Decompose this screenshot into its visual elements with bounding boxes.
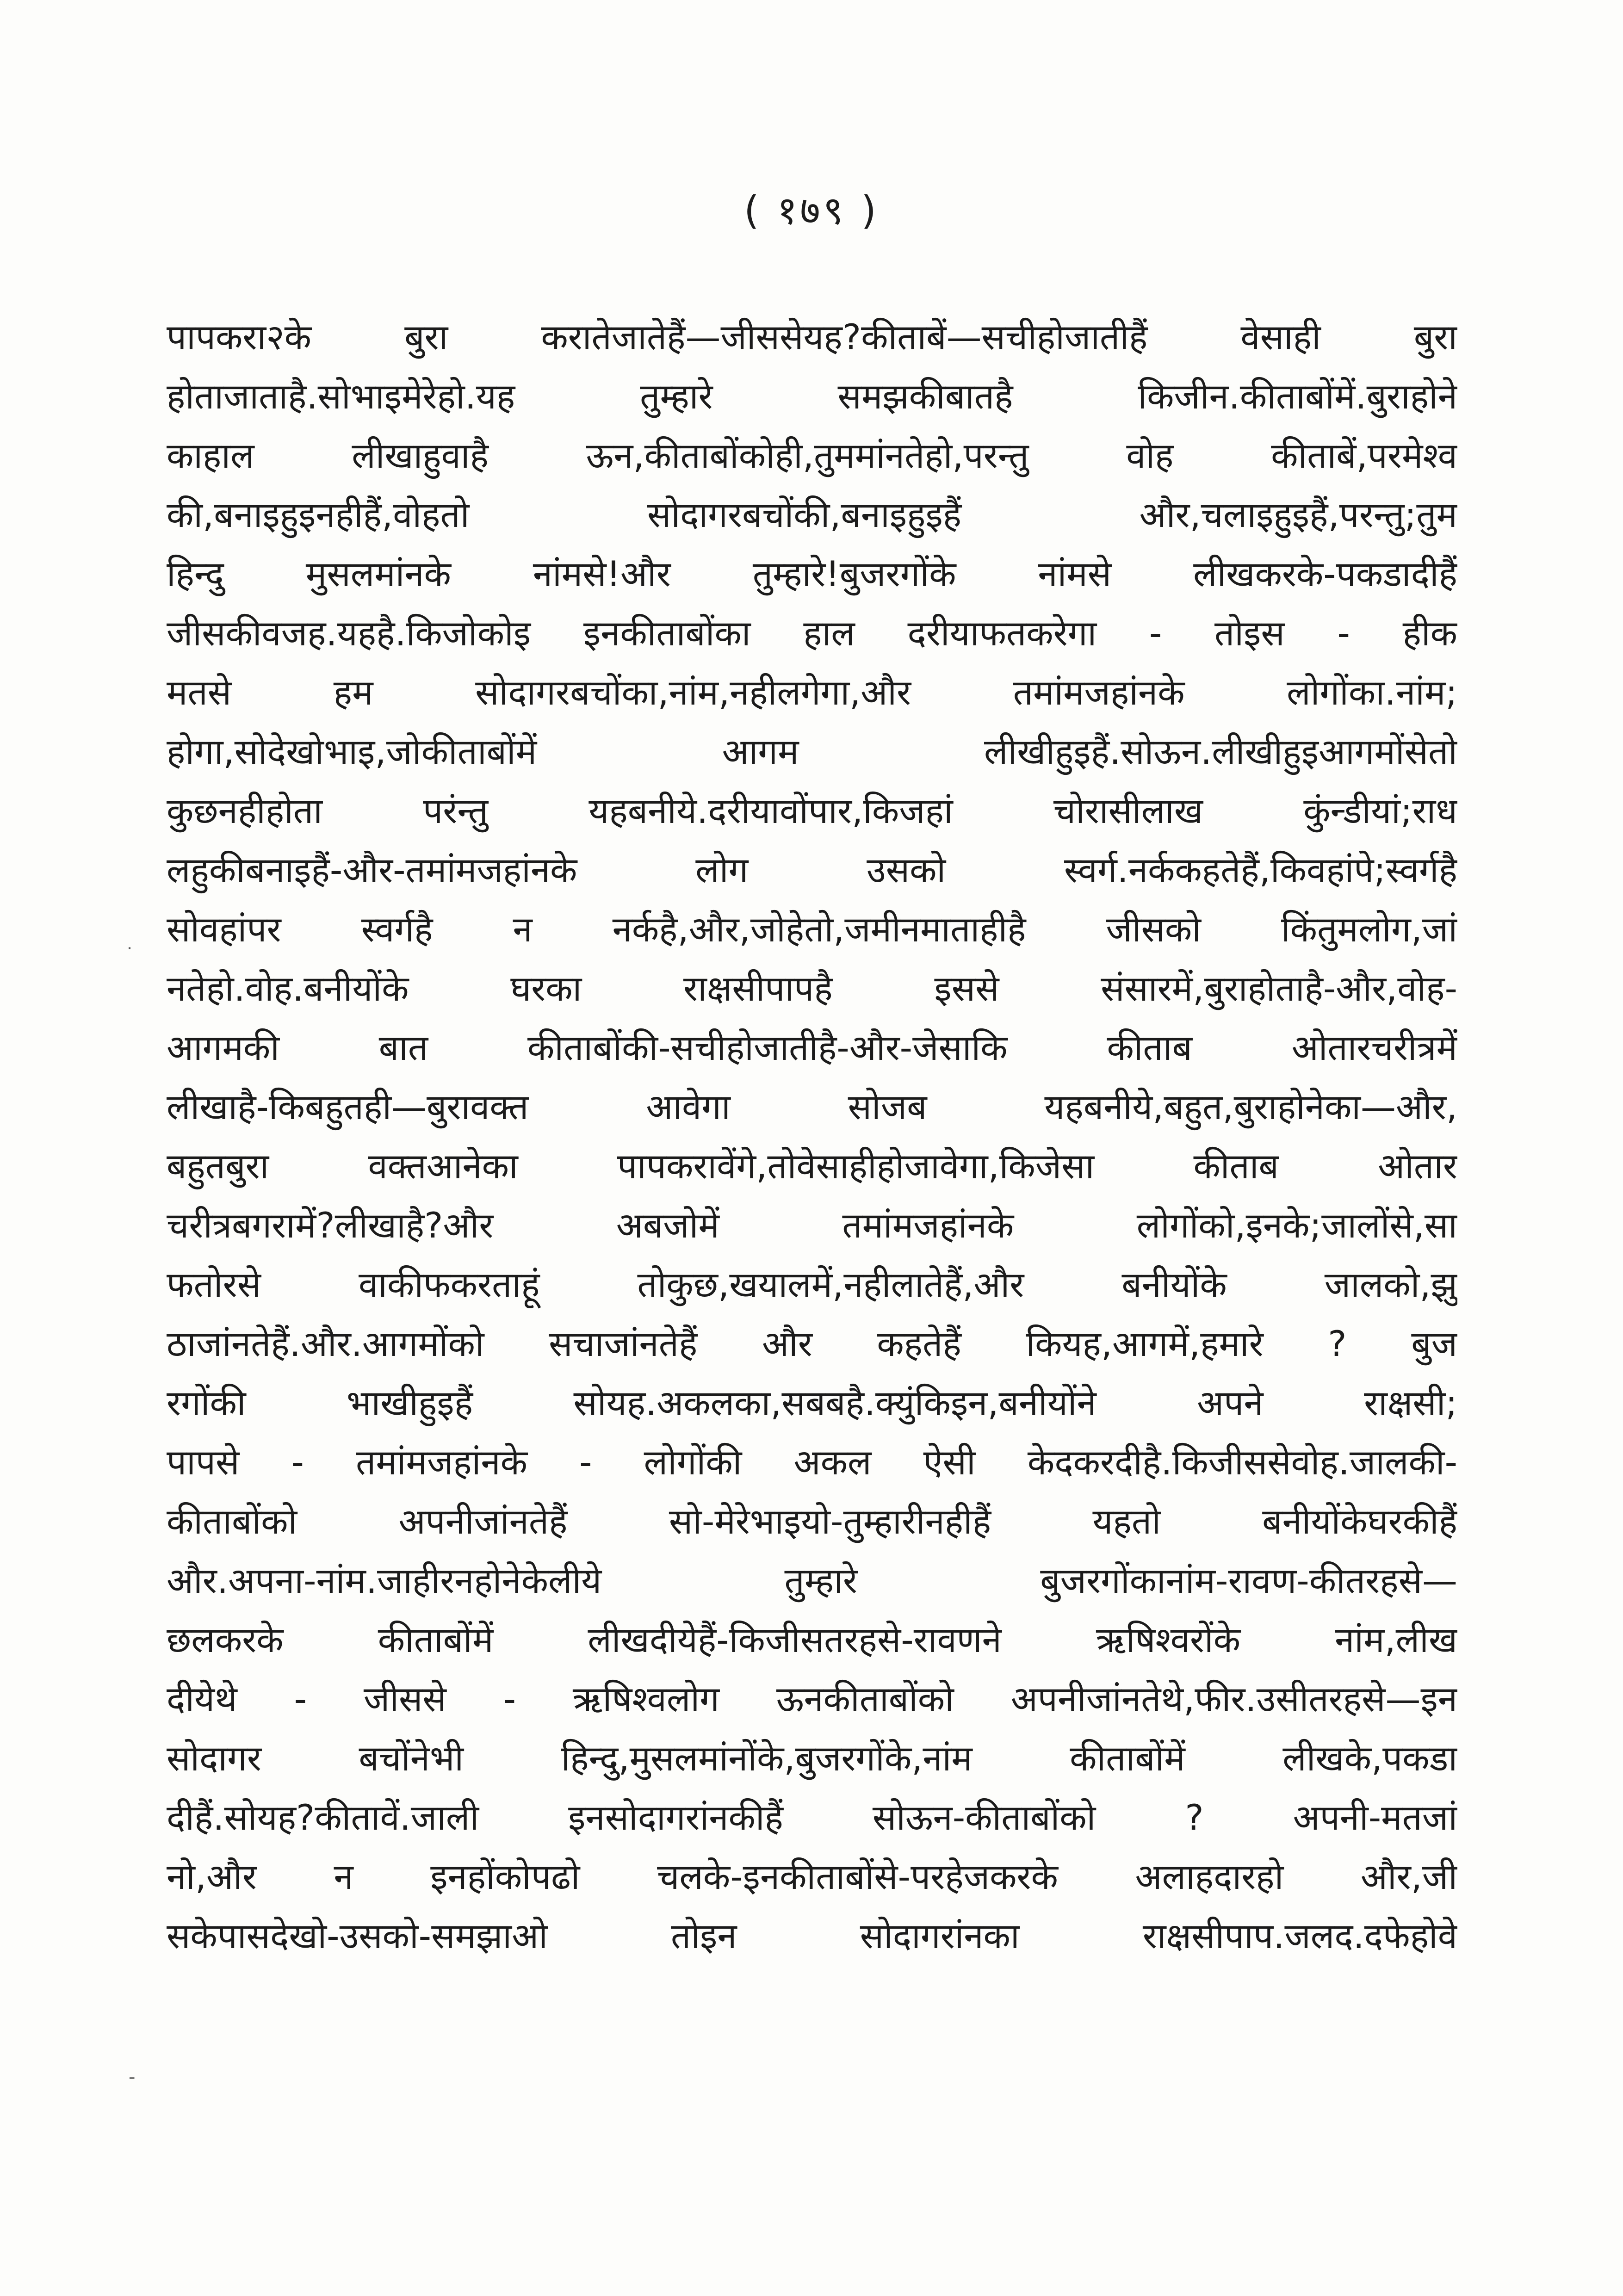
text-line: छलकरके कीताबोंमें लीखदीयेहैं-किजीसतरहसे-रावणने ऋषिश्वरोंके नांम,लीख [167,1619,1457,1660]
text-line: हिन्दु मुसलमांनके नांमसे!और तुम्हारे!बुजरगोंके नांमसे लीखकरके-पकडादीहैं [167,553,1457,594]
margin-mark: - [129,2067,136,2088]
text-line: नो,और न इनहोंकोपढो चलके-इनकीताबोंसे-परहेजकरके अलाहदारहो और,जी [167,1856,1457,1897]
text-line: सोदागर बचोंनेभी हिन्दु,मुसलमांनोंके,बुजरगोंके,नांम कीताबोंमें लीखके,पकडा [167,1738,1457,1779]
text-line: चरीत्रबगरामें?लीखाहै?और अबजोमें तमांमजहांनके लोगोंको,इनके;जालोंसे,सा [167,1205,1457,1246]
text-line: की,बनाइहुइनहीहैं,वोहतो सोदागरबचोंकी,बनाइहुइहैं और,चलाइहुइहैं,परन्तु;तुम [167,494,1457,535]
text-line: और.अपना-नांम.जाहीरनहोनेकेलीये तुम्हारे बुजरगोंकानांम-रावण-कीतरहसे— [167,1560,1457,1601]
text-line: दीहैं.सोयह?कीतावें.जाली इनसोदागरांनकीहैं सोऊन-कीताबोंको ? अपनी-मतजां [167,1797,1457,1838]
text-line: होताजाताहै.सोभाइमेरेहो.यह तुम्हारे समझकीबातहै किजीन.कीताबोंमें.बुराहोने [167,376,1457,417]
text-line: नतेहो.वोह.बनीयोंके घरका राक्षसीपापहै इससे संसारमें,बुराहोताहै-और,वोह- [167,968,1457,1009]
text-line: आगमकी बात कीताबोंकी-सचीहोजातीहै-और-जेसाकि कीताब ओतारचरीत्रमें [167,1027,1457,1068]
text-line: पापसे - तमांमजहांनके - लोगोंकी अकल ऐसी केदकरदीहै.किजीससेवोह.जालकी- [167,1442,1457,1483]
text-line: ठाजांनतेहैं.और.आगमोंको सचाजांनतेहैं और कहतेहैं कियह,आगमें,हमारे ? बुज [167,1323,1457,1364]
text-line: कुछनहीहोता परंन्तु यहबनीये.दरीयावोंपार,किजहां चोरासीलाख कुंन्डीयां;राध [167,790,1457,831]
text-line: बहुतबुरा वक्तआनेका पापकरावेंगे,तोवेसाहीहोजावेगा,किजेसा कीताब ओतार [167,1145,1457,1187]
text-line: होगा,सोदेखोभाइ,जोकीताबोंमें आगम लीखीहुइहैं.सोऊन.लीखीहुइआगमोंसेतो [167,731,1457,772]
text-line: फतोरसे वाकीफकरताहूं तोकुछ,खयालमें,नहीलातेहैं,और बनीयोंके जालको,झु [167,1264,1457,1305]
text-line: सोवहांपर स्वर्गहै न नर्कहै,और,जोहेतो,जमीनमाताहीहै जीसको किंतुमलोग,जां [167,909,1457,950]
body-text [167,308,1457,1966]
text-line: मतसे हम सोदागरबचोंका,नांम,नहीलगेगा,और तमांमजहांनके लोगोंका.नांम; [167,672,1457,713]
text-line: सकेपासदेखो-उसको-समझाओ तोइन सोदागरांनका राक्षसीपाप.जलद.दफेहोवे [167,1915,1457,1956]
text-line: काहाल लीखाहुवाहै ऊन,कीताबोंकोही,तुममांनतेहो,परन्तु वोह कीताबें,परमेश्व [167,435,1457,476]
text-line: लहुकीबनाइहैं-और-तमांमजहांनके लोग उसको स्वर्ग.नर्ककहतेहैं,किवहांपे;स्वर्गहै [167,849,1457,891]
text-line: रगोंकी भाखीहुइहैं सोयह.अकलका,सबबहै.क्युंकिइन,बनीयोंने अपने राक्षसी; [167,1382,1457,1423]
text-line: कीताबोंको अपनीजांनतेहैं सो-मेरेभाइयो-तुम्हारीनहीहैं यहतो बनीयोंकेघरकीहैं [167,1501,1457,1542]
text-line: पापकरा२के बुरा करातेजातेहैं—जीससेयह?कीताबें—सचीहोजातीहैं वेसाही बुरा [167,316,1457,358]
text-line: जीसकीवजह.यहहै.किजोकोइ इनकीताबोंका हाल दरीयाफतकरेगा - तोइस - हीक [167,613,1457,654]
text-line: लीखाहै-किबहुतही—बुरावक्त आवेगा सोजब यहबनीये,बहुत,बुराहोनेका—और, [167,1086,1457,1127]
text-line: दीयेथे - जीससे - ऋषिश्वलोग ऊनकीताबोंको अपनीजांनतेथे,फीर.उसीतरहसे—इन [167,1678,1457,1720]
page-number: ( १७९ ) [744,188,879,233]
margin-mark: ˙ [125,945,134,966]
